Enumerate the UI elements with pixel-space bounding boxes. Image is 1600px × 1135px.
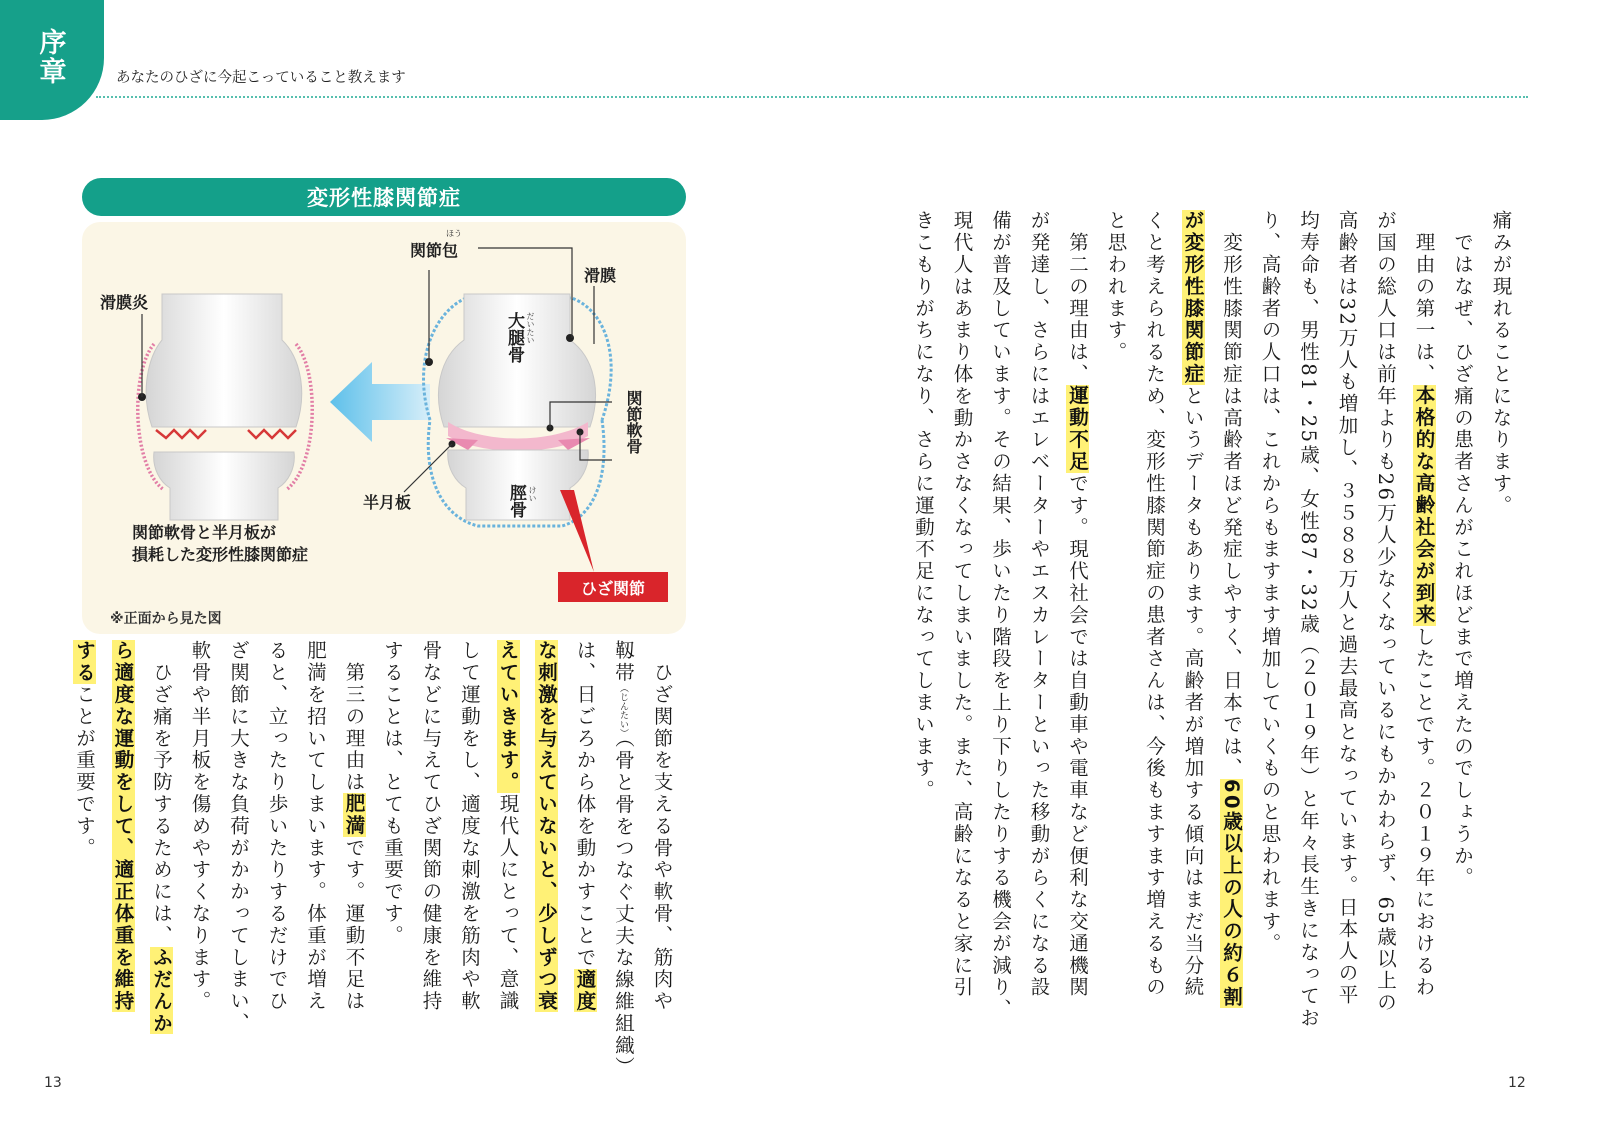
text-run: （骨と骨をつなぐ丈夫な線維組織） [612,737,635,1079]
highlighted-text: ら適度な運動をして、適正体重を維持 [111,640,135,1013]
left-page-column [537,640,557,1012]
text-run: 軟骨や半月板を傷めやすくなります。 [188,640,212,1013]
text-run: ではなぜ、ひざ痛の患者さんがこれほどまで増えたのでしょうか。 [1451,210,1474,889]
right-page-column [1376,210,1396,1014]
left-page-column [421,640,441,1012]
text-run: 変形性膝関節症は高齢者ほど発症しやすく、日本では、 [1220,210,1243,780]
label-tibia: 脛骨 [506,484,526,518]
text-run: り、高齢者の人口は、これからもますます増加していくものと思われます。 [1258,210,1282,955]
highlighted-text: えていきます。 [496,640,520,794]
chapter-tab [0,0,104,120]
highlighted-text: 本格的な高齢社会が到来 [1412,385,1436,627]
left-page-column [344,640,364,1012]
label-knee-joint: ひざ関節 [558,572,668,602]
left-page-column [498,640,518,1012]
text-run: 理由の第一は、 [1412,210,1436,386]
right-page-column [1029,210,1049,998]
text-run: 高齢者は32万人も増加し、３５８８万人と過去最高となっています。日本人の平 [1335,210,1359,1007]
right-page-column [952,210,972,998]
right-page-column [1106,210,1126,363]
page-number-left: 13 [44,1075,62,1091]
right-page-column [1414,210,1434,998]
right-page-column [1145,210,1165,998]
text-run: ことが重要です。 [73,683,96,860]
damaged-knee [138,294,312,520]
highlighted-text: な刺激を与えていないと、少しずつ衰 [535,640,558,1013]
text-run: です。現代社会では自動車や電車など便利な交通機関 [1066,472,1089,999]
highlighted-text: が変形性膝関節症 [1181,210,1205,386]
text-run: ざ関節に大きな負荷がかかってしまい、 [227,640,250,1035]
chapter-label: 序章 [34,28,66,86]
text-run: は、日ごろから体を動かすことで [573,640,597,969]
caption-line-2: 損耗した変形性膝関節症 [132,545,309,564]
text-run: 靱帯 [612,640,635,684]
text-run: 均寿命も、男性81・25歳、女性87・32歳（２０１９年）と年々長生きになってお [1297,210,1320,1030]
text-run: です。運動不足は [342,837,366,1013]
text-run: くと考えられるため、変形性膝関節症の患者さんは、今後もますます増えるもの [1143,210,1166,999]
text-run: 骨などに与えてひざ関節の健康を維持 [419,640,443,1013]
label-synovium: 滑膜 [584,266,617,285]
text-run: 第三の理由は [342,640,366,794]
caption-line-1: 関節軟骨と半月板が [132,523,277,542]
left-page-column [75,640,95,859]
text-run: が国の総人口は前年よりも26万人少なくなっているにもかかわらず、65歳以上の [1374,210,1397,1014]
text-run: が発達し、さらにはエレベーターやエスカレーターといった移動がらくになる設 [1027,210,1051,999]
label-joint-capsule: 関節包 [410,241,459,260]
text-run: ひざ関節を支える骨や軟骨、筋肉や [650,640,674,1013]
highlighted-text: 運動不足 [1066,385,1089,473]
left-page-column [383,640,403,947]
ruby-femur: だいたい [526,312,535,344]
text-run: 第二の理由は、 [1066,210,1089,386]
ruby-joint-capsule: ほう [446,229,462,238]
text-run: して運動をし、適度な刺激を筋肉や軟 [458,640,481,1013]
label-meniscus: 半月板 [363,493,412,512]
right-page-column [1453,210,1473,889]
figure-note: ※正面から見た図 [110,611,222,627]
highlighted-text: する [73,640,96,684]
left-page-column [267,640,287,1012]
text-run: きこもりがちになり、さらに運動不足になってしまいます。 [912,210,935,802]
left-page-column [190,640,210,1012]
left-page-column [306,640,326,1012]
text-run: 肥満を招いてしまいます。体重が増え [304,640,327,1013]
highlighted-text: 60歳以上の人の約６割 [1220,779,1243,1009]
highlighted-text: 適度 [573,968,597,1013]
label-synovitis: 滑膜炎 [100,293,149,312]
text-run: 現代人にとって、意識 [496,793,520,1013]
ruby-tibia: けい [528,486,537,502]
right-page-column [1068,210,1088,998]
text-run: 備が普及しています。その結果、歩いたり階段を上り下りしたりする機会が減り、 [989,210,1012,1021]
right-page-column [1491,210,1511,517]
right-page-column [1183,210,1203,998]
text-run: ひざ痛を予防するためには、 [150,640,173,947]
figure-title: 変形性膝関節症 [307,186,461,210]
text-run: と思われます。 [1104,210,1128,364]
right-page-column [1337,210,1357,1006]
comparison-arrow [330,362,430,442]
running-header: あなたのひざに今起こっていること教えます [116,70,406,86]
page-number-right: 12 [1508,1075,1526,1091]
right-page-column [914,210,934,801]
right-page-column [991,210,1011,1020]
text-run: というデータもあります。高齢者が増加する傾向はまだ当分続 [1181,385,1205,999]
left-page-column [575,640,595,1012]
left-page-column [614,640,634,1078]
label-femur: 大腿骨 [504,312,524,363]
right-page-column [1299,210,1319,1029]
text-run: 現代人はあまり体を動かさなくなってしまいました。また、高齢になると家に引 [950,210,974,999]
label-articular-cartilage: 関節軟骨 [624,390,643,454]
left-page-column [229,640,249,1034]
left-page-column [113,640,133,1012]
highlighted-text: ふだんか [150,946,173,1035]
left-page-column [460,640,480,1012]
highlighted-text: 肥満 [342,793,366,838]
left-page-column [652,640,672,1012]
text-run: 痛みが現れることになります。 [1489,210,1513,517]
text-run: したことです。２０１９年におけるわ [1412,626,1436,999]
figure-title-bar [82,178,686,216]
left-page-column [152,640,172,1034]
ruby-text: （じんたい） [618,683,628,738]
text-run: ると、立ったり歩いたりするだけでひ [265,640,289,1013]
header-divider [96,96,1528,98]
text-run: することは、とても重要です。 [381,640,404,947]
right-page-column [1222,210,1242,1008]
right-page-column [1260,210,1280,955]
